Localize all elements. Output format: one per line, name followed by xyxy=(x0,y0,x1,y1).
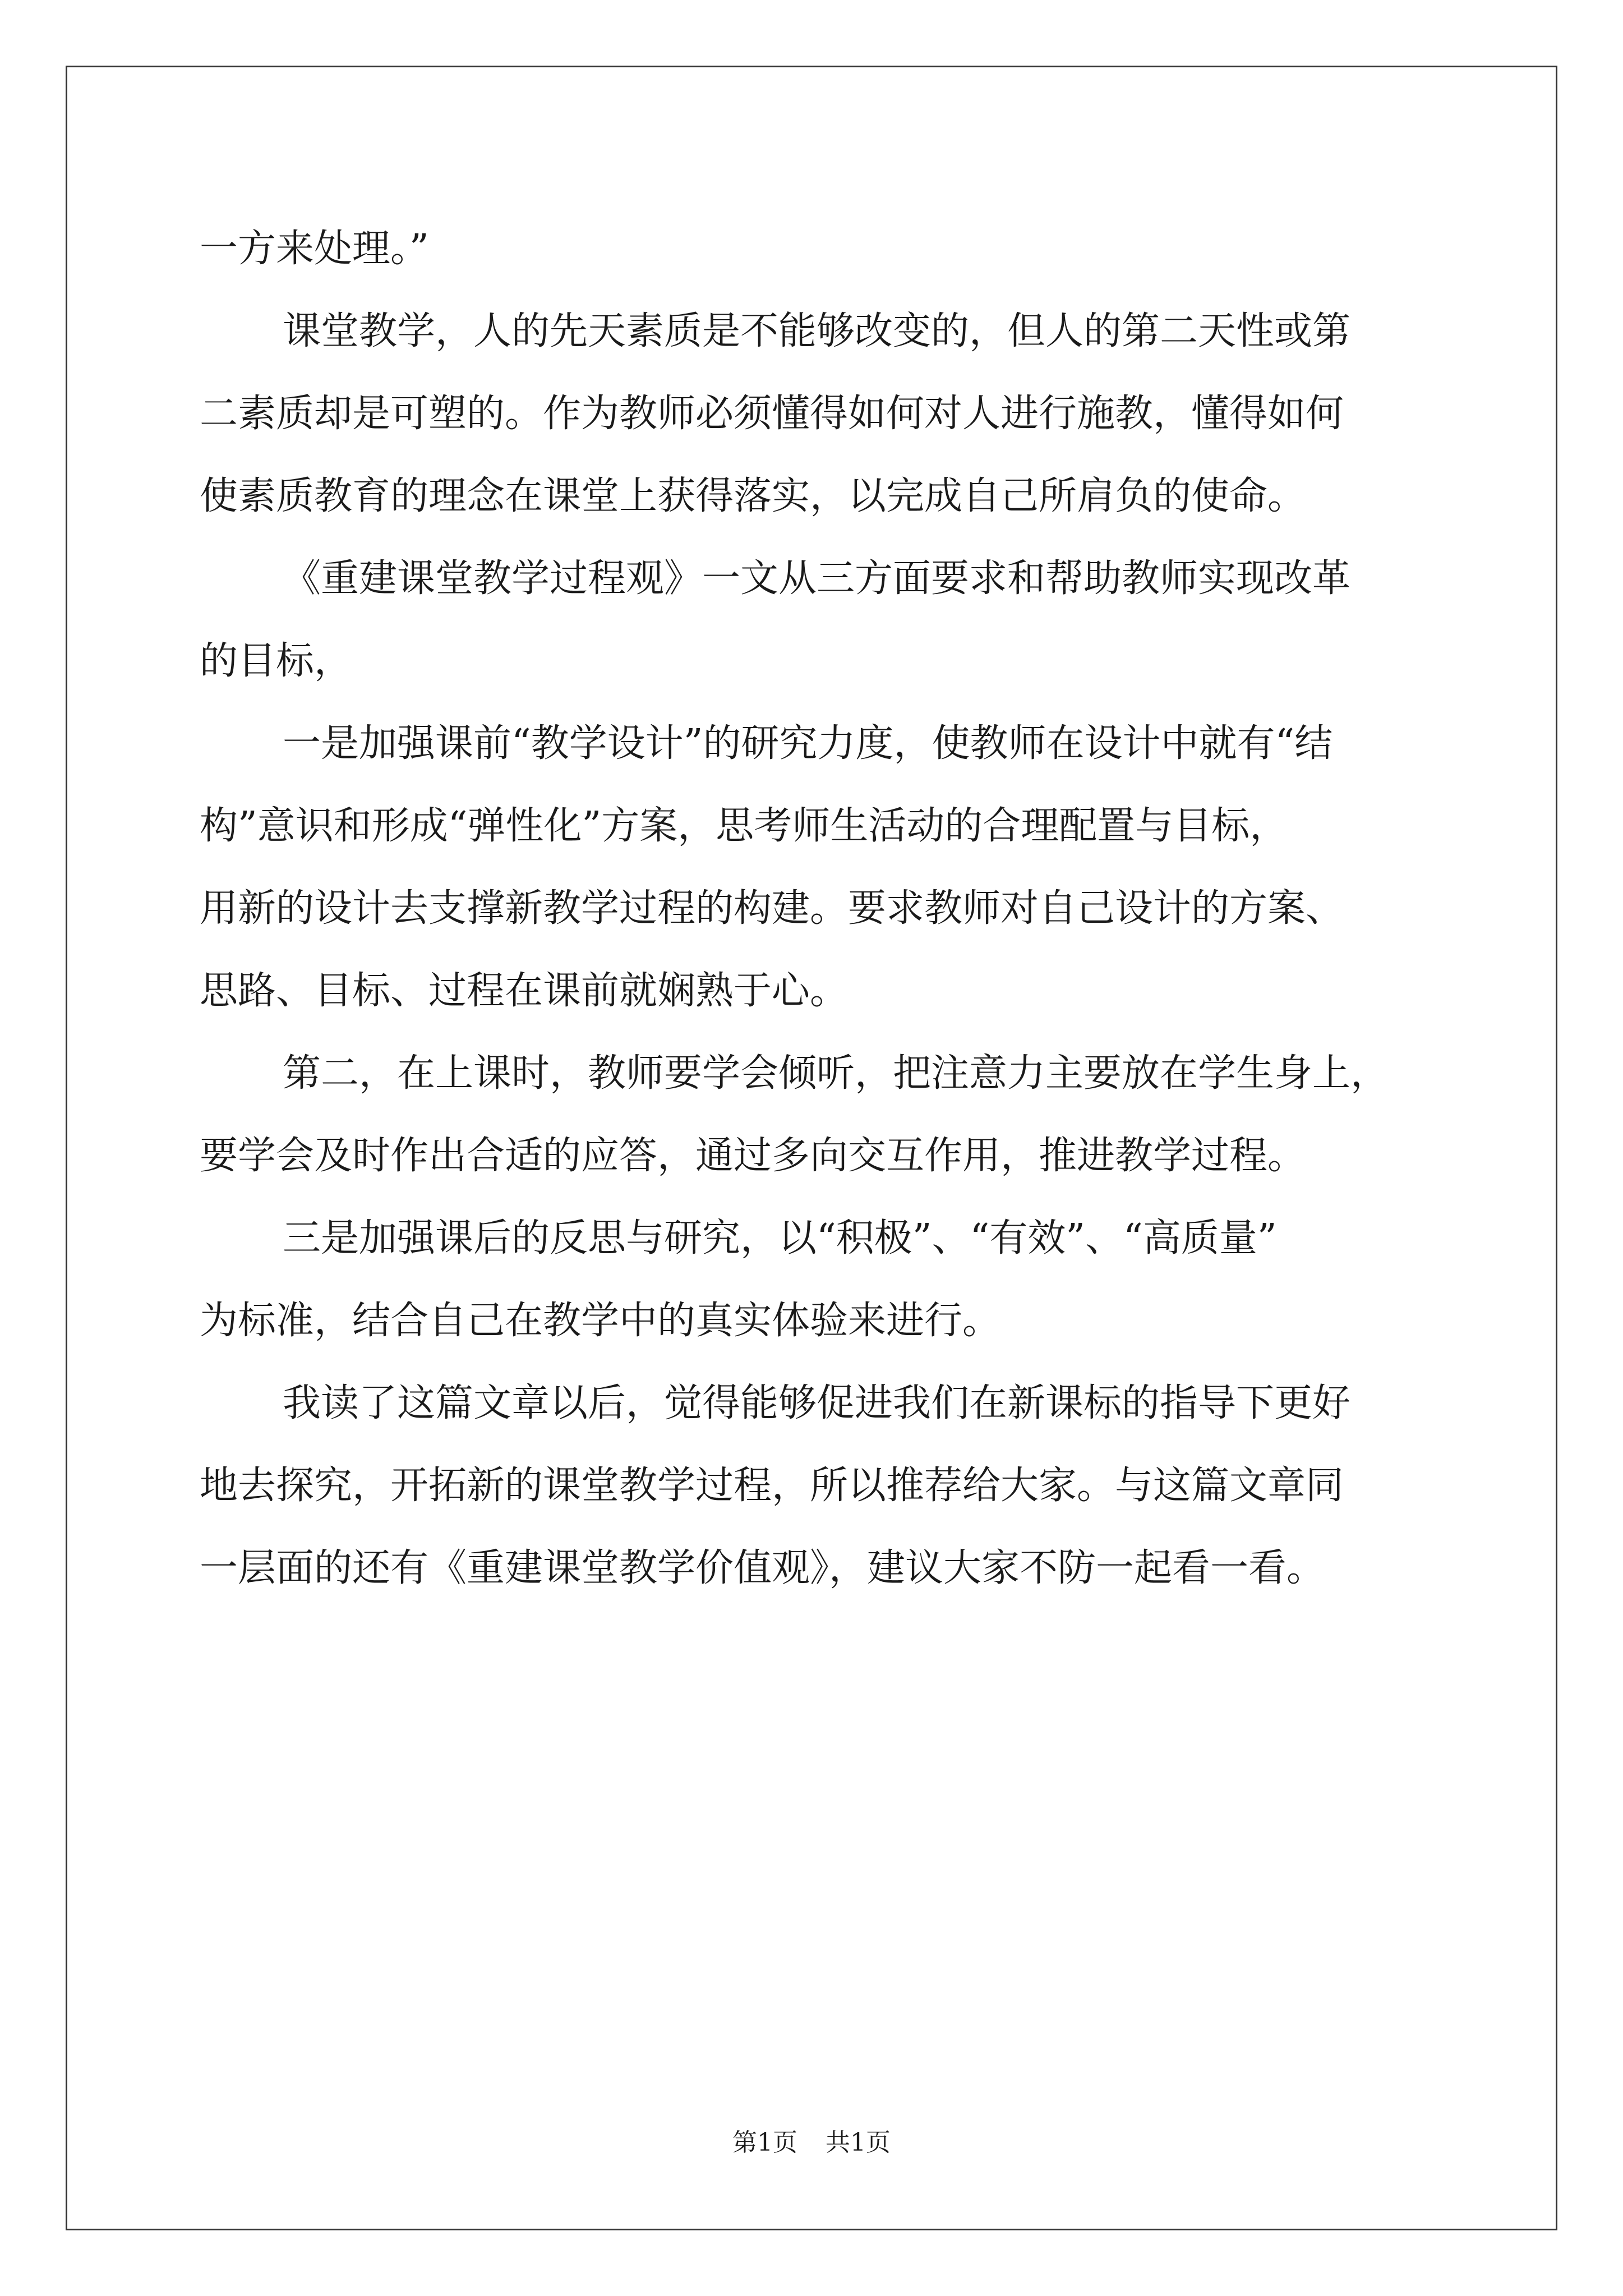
text-line: 第二，在上课时，教师要学会倾听，把注意力主要放在学生身上， xyxy=(283,1051,1389,1096)
text-line: 地去探究，开拓新的课堂教学过程，所以推荐给大家。与这篇文章同 xyxy=(200,1464,1344,1508)
document-body xyxy=(200,208,1433,1609)
text-line: 用新的设计去支撑新教学过程的构建。要求教师对自己设计的方案、 xyxy=(200,886,1344,931)
text-line: 要学会及时作出合适的应答，通过多向交互作用，推进教学过程。 xyxy=(200,1134,1306,1178)
text-line: 二素质却是可塑的。作为教师必须懂得如何对人进行施教，懂得如何 xyxy=(200,392,1344,436)
page-number-total: 共1页 xyxy=(826,2128,891,2157)
text-line: 三是加强课后的反思与研究，以“积极”、“有效”、“高质量” xyxy=(283,1216,1277,1260)
text-line: 《重建课堂教学过程观》一文从三方面要求和帮助教师实现改革 xyxy=(283,556,1351,601)
text-line: 思路、目标、过程在课前就娴熟于心。 xyxy=(200,969,849,1013)
text-line: 一是加强课前“教学设计”的研究力度，使教师在设计中就有“结 xyxy=(283,721,1333,766)
text-line: 使素质教育的理念在课堂上获得落实，以完成自己所肩负的使命。 xyxy=(200,474,1306,518)
text-line: 一方来处理。” xyxy=(200,227,429,271)
text-line: 的目标， xyxy=(200,639,353,683)
text-line: 课堂教学，人的先天素质是不能够改变的，但人的第二天性或第 xyxy=(283,309,1351,353)
text-line: 我读了这篇文章以后，觉得能够促进我们在新课标的指导下更好 xyxy=(283,1381,1351,1425)
page-number-current: 第1页 xyxy=(732,2128,797,2157)
text-line: 为标准，结合自己在教学中的真实体验来进行。 xyxy=(200,1299,1001,1343)
text-line: 构”意识和形成“弹性化”方案，思考师生活动的合理配置与目标， xyxy=(200,804,1288,848)
page-footer xyxy=(0,2126,1623,2160)
text-line: 一层面的还有《重建课堂教学价值观》，建议大家不防一起看一看。 xyxy=(200,1546,1325,1590)
